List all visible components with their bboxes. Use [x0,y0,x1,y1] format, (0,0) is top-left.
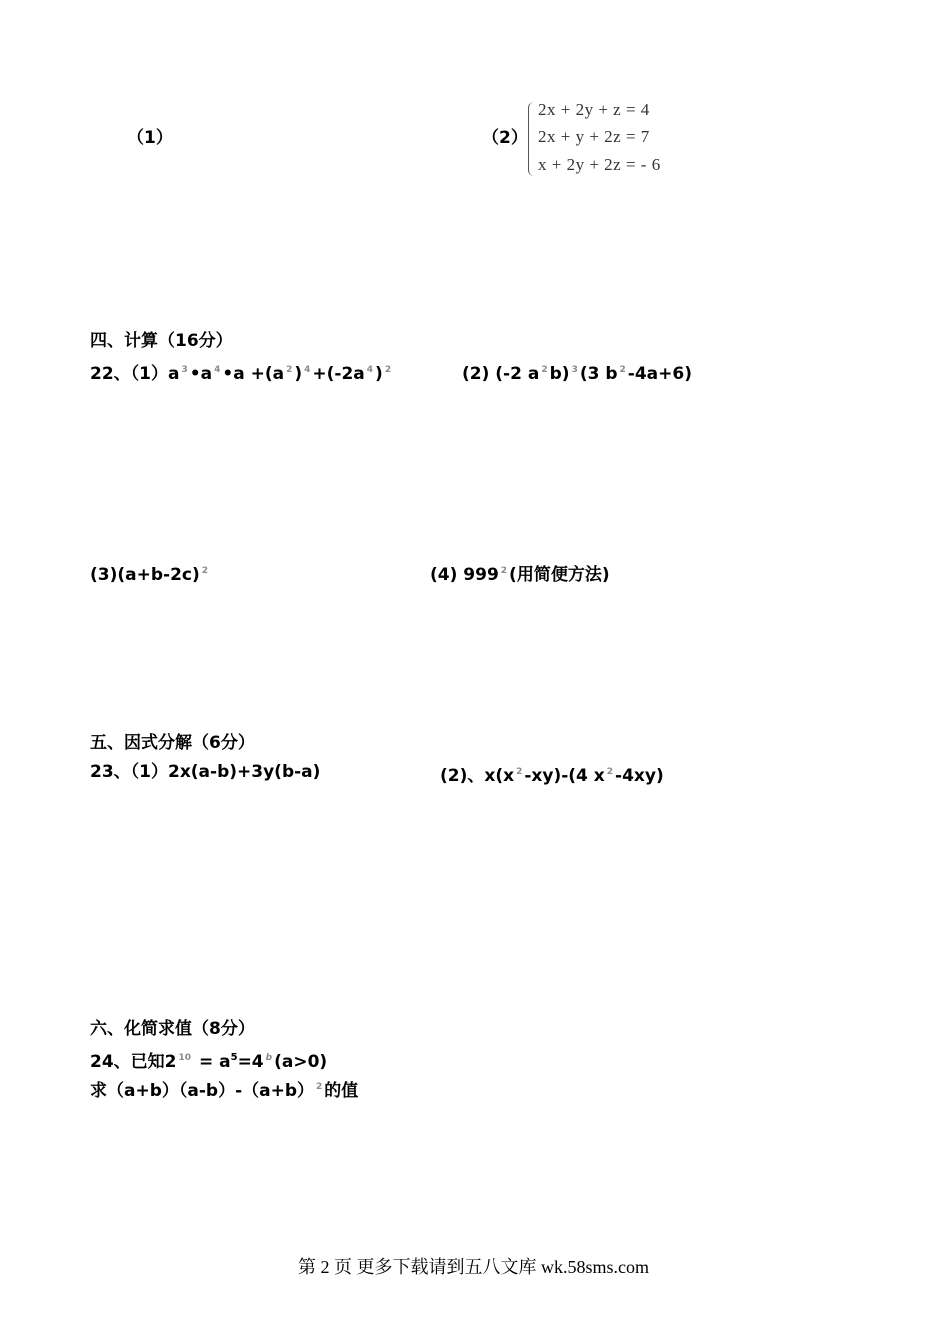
expr-seg: (4) 999 [430,565,499,585]
expr-seg: ) [375,364,383,384]
exponent: 2 [516,767,523,777]
exponent: 4 [366,365,374,375]
exponent: 2 [384,365,392,375]
expr-seg: -4a+6) [627,364,692,384]
exponent: b [265,1053,273,1063]
brace-symbol [528,102,535,176]
exponent: 2 [201,566,209,576]
q23-part2 [440,762,664,786]
exponent: 2 [316,1082,323,1092]
expr-seg: +(-2a [312,364,365,384]
q24-line2 [90,1077,358,1101]
q24-line1 [90,1048,327,1072]
expr-seg: (3)(a+b-2c) [90,565,200,585]
q22-part2 [462,360,692,384]
expr-seg: 求（a+b）（a-b）-（a+b） [90,1081,315,1101]
page-footer: 第 2 页 更多下载请到五八文库 wk.58sms.com [298,1257,649,1277]
exponent: 4 [214,365,221,375]
q21-part2-label: （2） [482,128,528,148]
expr-seg: (3 b [579,364,618,384]
equation-2: 2x + y + 2z = 7 [538,127,650,146]
q22-prefix: 22、（1）a [90,364,180,384]
expr-seg: •a [189,364,213,384]
section-6-heading: 六、化简求值（8分） [90,1019,255,1039]
expr-seg: ) [294,364,303,384]
exponent: 2 [541,365,548,375]
q22-part4 [430,561,610,585]
q23-part1: 23、（1）2x(a-b)+3y(b-a) [90,762,321,782]
expr-seg: = a [193,1052,231,1072]
exponent: 2 [500,566,508,576]
equation-system [528,98,678,180]
exponent: 2 [286,365,293,375]
expr-seg: (2)、x(x [440,766,515,786]
exponent: 2 [606,767,614,777]
expr-seg: =4 [237,1052,264,1072]
expr-seg: •a +(a [222,364,285,384]
expr-seg: -xy)-(4 x [524,766,605,786]
expr-seg: -4xy) [615,766,664,786]
expr-seg: 24、已知2 [90,1052,177,1072]
exponent: 2 [619,365,626,375]
exponent: 5 [230,1052,238,1063]
equation-1: 2x + 2y + z = 4 [538,100,650,119]
expr-seg: 的值 [324,1081,359,1101]
exponent: 10 [178,1053,192,1063]
q22-part3 [90,561,210,585]
q22-part1 [90,360,393,384]
section-4-heading: 四、计算（16分） [90,331,233,351]
exponent: 3 [181,365,188,375]
expr-seg: (a>0) [274,1052,328,1072]
expr-seg: b) [549,364,570,384]
expr-seg: (2) (-2 a [462,364,540,384]
exponent: 4 [304,365,311,375]
section-5-heading: 五、因式分解（6分） [90,733,255,753]
exponent: 3 [571,365,578,375]
q21-part1-label: （1） [127,128,173,148]
equation-3: x + 2y + 2z = - 6 [538,155,661,174]
expr-seg: (用简便方法) [509,565,610,585]
